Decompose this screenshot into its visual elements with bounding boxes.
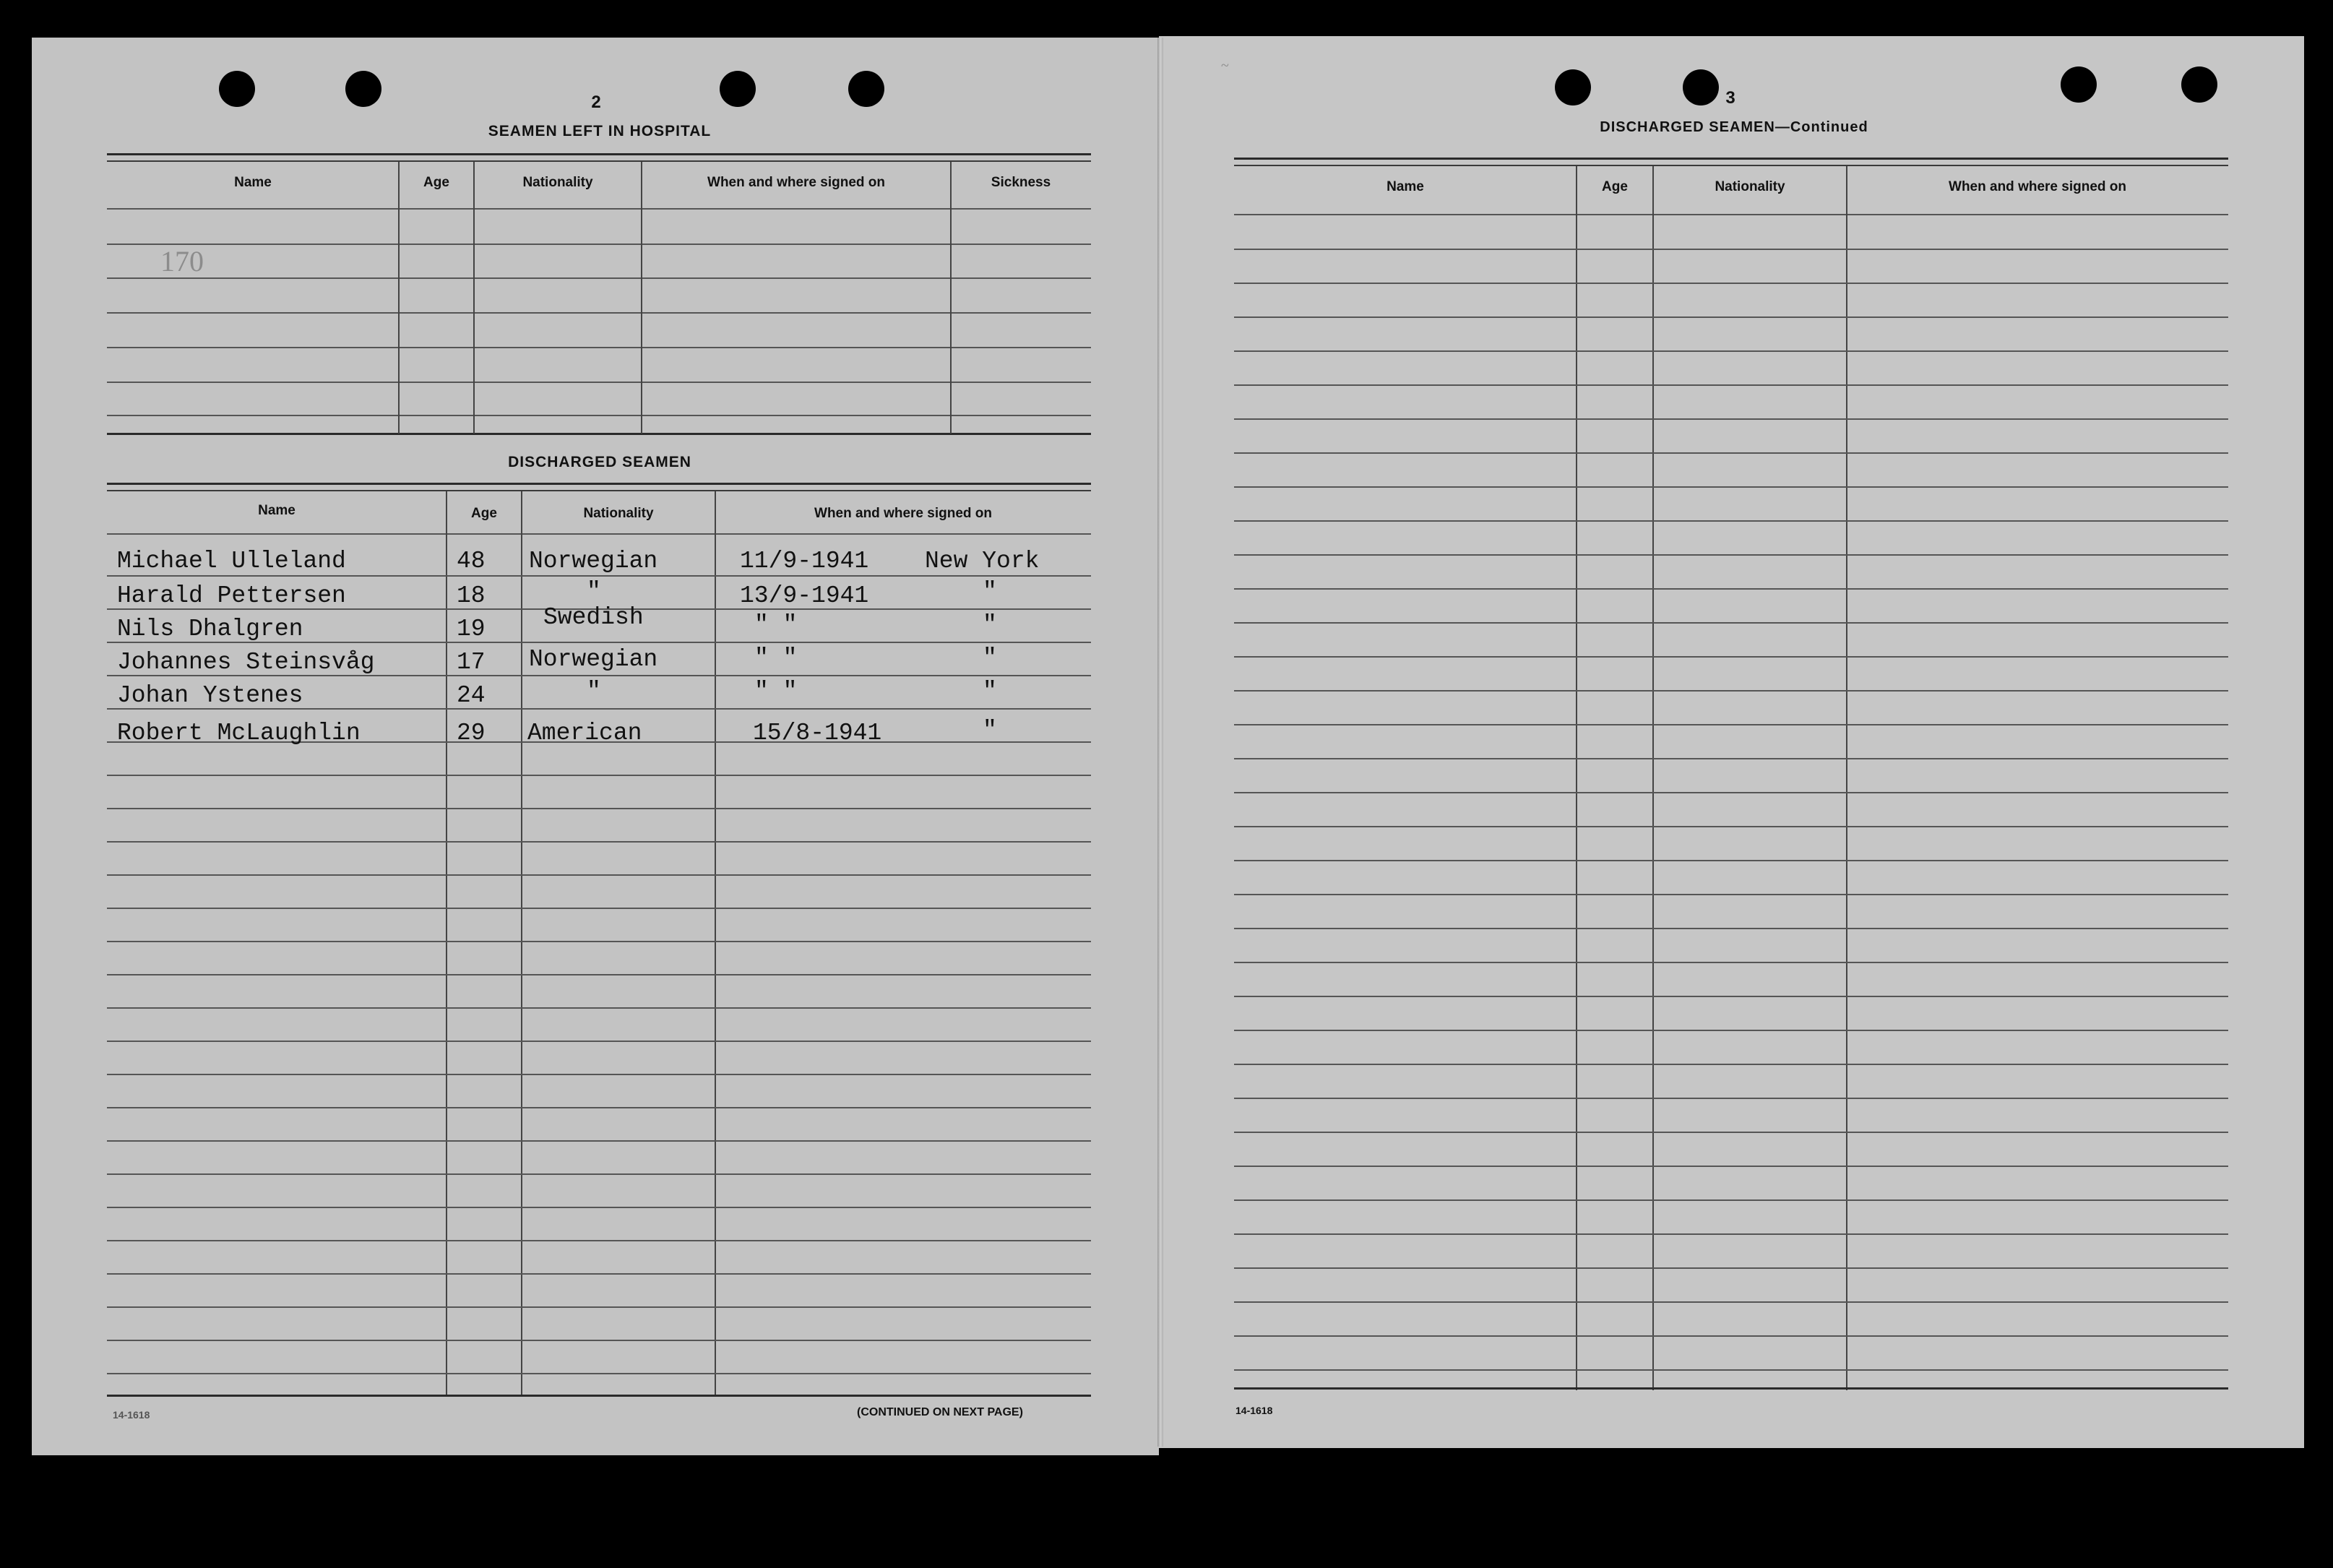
table-row [1234,1166,2228,1167]
table-row [1234,486,2228,488]
hospital-header-sickness: Sickness [991,175,1051,190]
signed-on-date: " " [754,678,798,705]
signed-on-date: 11/9-1941 [740,548,869,574]
table-row [1234,996,2228,997]
table-row [1234,622,2228,624]
signed-on-date: " " [754,645,798,671]
table-row [1234,384,2228,386]
punch-hole [1555,69,1591,105]
discharged-header-age: Age [471,506,497,521]
table-row [1234,758,2228,759]
discharged-header-nationality: Nationality [583,506,654,521]
seaman-age: 24 [457,682,486,709]
hospital-header-signed-on: When and where signed on [707,175,885,190]
table-row [1234,452,2228,454]
faint-pencil-mark: 170 [160,245,204,277]
signed-on-date: 13/9-1941 [740,582,869,609]
seaman-name: Robert McLaughlin [117,720,361,746]
table-row [1234,1301,2228,1303]
seaman-age: 18 [457,582,486,609]
table-row [1234,1030,2228,1031]
table-row [1234,1335,2228,1337]
table-row [1234,860,2228,861]
table-row [1234,724,2228,725]
seaman-name: Nils Dhalgren [117,616,303,642]
punch-hole [2061,66,2097,103]
hospital-section-title: SEAMEN LEFT IN HOSPITAL [488,123,712,139]
signed-on-place: " [983,645,997,671]
right-header-age: Age [1602,179,1628,194]
seaman-name: Johannes Steinsvåg [117,649,375,676]
seaman-nationality: Swedish [543,604,644,631]
signed-on-place: " [983,578,997,605]
page-gutter [1157,38,1163,1447]
table-row [1234,1233,2228,1235]
table-row [1234,588,2228,590]
seaman-nationality: Norwegian [529,646,658,673]
table-row [1234,1098,2228,1099]
seaman-nationality: " [587,678,601,705]
table-row [1234,894,2228,895]
hospital-header-age: Age [423,175,449,190]
table-row [1234,283,2228,284]
table-row [1234,554,2228,556]
seaman-age: 19 [457,616,486,642]
punch-hole [219,71,255,107]
form-number: 14-1618 [1236,1405,1273,1416]
hospital-top-rule [107,153,1091,155]
table-row [1234,962,2228,963]
discharged-header-signed-on: When and where signed on [814,506,992,521]
table-row [1234,1267,2228,1269]
table-row [1234,418,2228,420]
table-row [1234,350,2228,352]
seaman-nationality: " [587,578,601,605]
signed-on-date: 15/8-1941 [753,720,882,746]
page-number: 2 [591,92,601,112]
continued-note: (CONTINUED ON NEXT PAGE) [857,1406,1023,1418]
signed-on-place: " [983,717,997,744]
faint-pencil-mark: ~ [1221,58,1229,74]
table-row [1234,1369,2228,1371]
table-row [1234,1199,2228,1201]
table-row [1234,520,2228,522]
signed-on-place: " [983,611,997,638]
hospital-header-name: Name [234,175,272,190]
table-row [1234,249,2228,250]
table-row [1234,656,2228,658]
table-row [1234,690,2228,692]
punch-hole [2181,66,2217,103]
signed-on-place: " [983,678,997,705]
punch-hole [848,71,884,107]
right-header-nationality: Nationality [1715,179,1785,194]
seaman-name: Johan Ystenes [117,682,303,709]
form-number: 14-1618 [113,1409,150,1421]
table-row [1234,928,2228,929]
table-row [1234,826,2228,827]
discharged-section-title: DISCHARGED SEAMEN [508,454,691,470]
signed-on-place: New York [925,548,1040,574]
punch-hole [720,71,756,107]
discharged-header-name: Name [258,503,296,518]
signed-on-date: " " [754,611,798,638]
right-section-title: DISCHARGED SEAMEN—Continued [1600,119,1868,135]
seaman-name: Michael Ulleland [117,548,346,574]
table-row [1234,792,2228,793]
seaman-age: 17 [457,649,486,676]
table-row [1234,1132,2228,1133]
table-row [1234,316,2228,318]
seaman-nationality: Norwegian [529,548,658,574]
table-row [1234,1064,2228,1065]
seaman-nationality: American [527,720,642,746]
seaman-age: 29 [457,720,486,746]
hospital-header-nationality: Nationality [522,175,593,190]
punch-hole [345,71,381,107]
seaman-name: Harald Pettersen [117,582,346,609]
seaman-age: 48 [457,548,486,574]
right-header-name: Name [1387,179,1424,194]
right-header-signed-on: When and where signed on [1949,179,2126,194]
page-number: 3 [1725,88,1735,108]
